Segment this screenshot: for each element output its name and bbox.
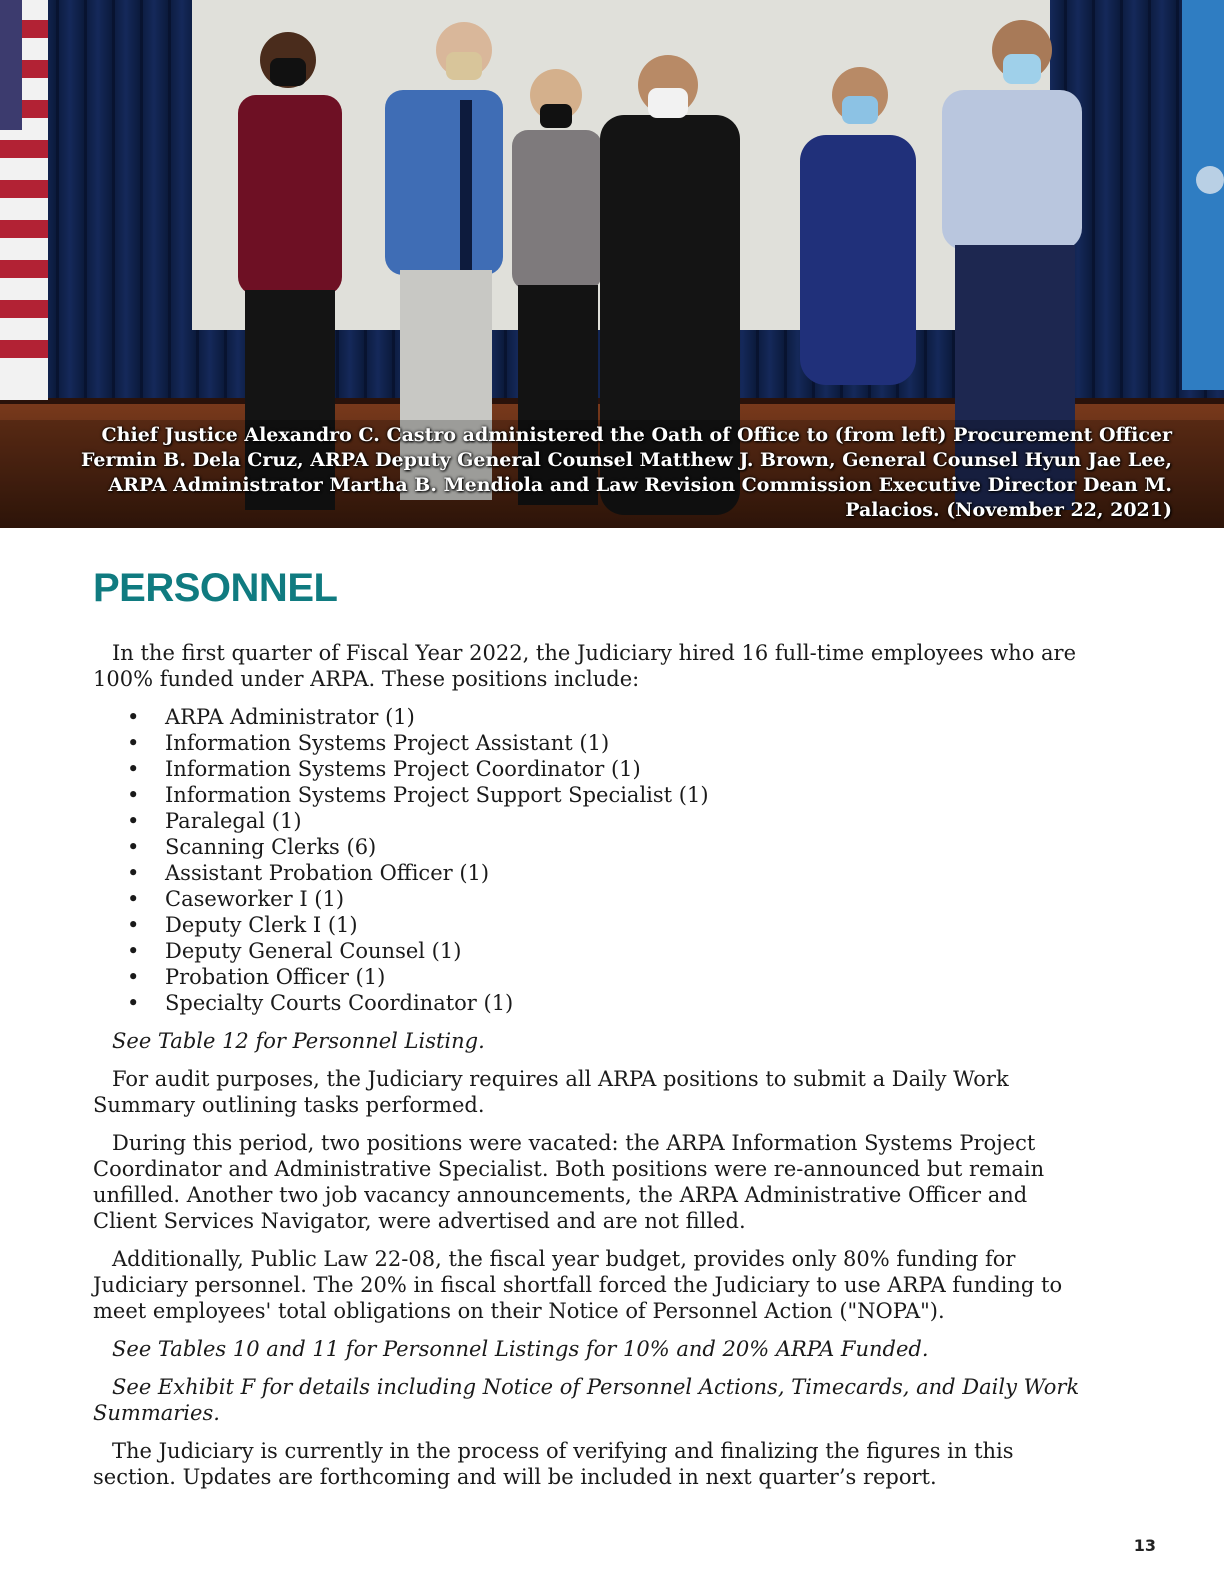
list-item: • Specialty Courts Coordinator (1)	[127, 991, 514, 1015]
list-item: • Information Systems Project Assistant (1)	[127, 731, 610, 755]
intro-paragraph: In the first quarter of Fiscal Year 2022, the Judiciary hired 16 full-time employees who are 100% funded under ARPA. These positions include:	[93, 641, 1077, 691]
list-item: • Information Systems Project Coordinator (1)	[127, 757, 641, 781]
bullet-icon: •	[127, 731, 140, 755]
bullet-icon: •	[127, 783, 140, 807]
positions-list	[93, 704, 1093, 1016]
list-item: • Assistant Probation Officer (1)	[127, 861, 490, 885]
section-title: PERSONNEL	[93, 566, 338, 610]
bullet-icon: •	[127, 835, 140, 859]
bullet-icon: •	[127, 861, 140, 885]
bullet-icon: •	[127, 965, 140, 989]
see-table-12-note: See Table 12 for Personnel Listing.	[112, 1029, 485, 1053]
page-number: 13	[1133, 1536, 1156, 1555]
cnmi-flag-icon	[1182, 0, 1224, 390]
audit-paragraph: For audit purposes, the Judiciary requires all ARPA positions to submit a Daily Work Summary outlining tasks performed.	[93, 1067, 1009, 1117]
header-photo	[0, 0, 1224, 528]
list-item: • Probation Officer (1)	[127, 965, 386, 989]
us-flag-icon	[0, 0, 48, 400]
bullet-icon: •	[127, 705, 140, 729]
bullet-icon: •	[127, 939, 140, 963]
see-tables-10-11-note: See Tables 10 and 11 for Personnel Listings for 10% and 20% ARPA Funded.	[112, 1337, 929, 1361]
public-law-paragraph: Additionally, Public Law 22-08, the fiscal year budget, provides only 80% funding for Judiciary personnel. The 20% in fiscal shortfall forced the Judiciary to use ARPA funding to meet employees' total obligations on their Notice of Personnel Action ("NOPA").	[93, 1247, 1063, 1323]
bullet-icon: •	[127, 991, 140, 1015]
list-item: • Paralegal (1)	[127, 809, 302, 833]
closing-paragraph: The Judiciary is currently in the process of verifying and finalizing the figures in this section. Updates are forthcoming and will be included in next quarter’s report.	[93, 1439, 1014, 1489]
section-body	[93, 640, 1093, 1502]
photo-caption: Chief Justice Alexandro C. Castro administered the Oath of Office to (from left) Procurement Officer Fermin B. Dela Cruz, ARPA Deputy General Counsel Matthew J. Brown, General Counsel Hyun Jae Lee, ARPA Administrator Martha B. Mendiola and Law Revision Commission Executive Director Dean M. Palacios. (November 22, 2021)	[80, 424, 1172, 521]
bullet-icon: •	[127, 887, 140, 911]
list-item: • ARPA Administrator (1)	[127, 705, 415, 729]
bullet-icon: •	[127, 809, 140, 833]
list-item: • Deputy Clerk I (1)	[127, 913, 358, 937]
bullet-icon: •	[127, 757, 140, 781]
list-item: • Information Systems Project Support Specialist (1)	[127, 783, 709, 807]
vacated-paragraph: During this period, two positions were vacated: the ARPA Information Systems Project Coordinator and Administrative Specialist. Both positions were re-announced but remain unfilled. Another two job vacancy announcements, the ARPA Administrative Officer and Client Services Navigator, were advertised and are not filled.	[93, 1131, 1045, 1233]
see-exhibit-f-note: See Exhibit F for details including Notice of Personnel Actions, Timecards, and Daily Work Summaries.	[93, 1375, 1080, 1425]
list-item: • Caseworker I (1)	[127, 887, 345, 911]
list-item: • Scanning Clerks (6)	[127, 835, 377, 859]
list-item: • Deputy General Counsel (1)	[127, 939, 462, 963]
bullet-icon: •	[127, 913, 140, 937]
